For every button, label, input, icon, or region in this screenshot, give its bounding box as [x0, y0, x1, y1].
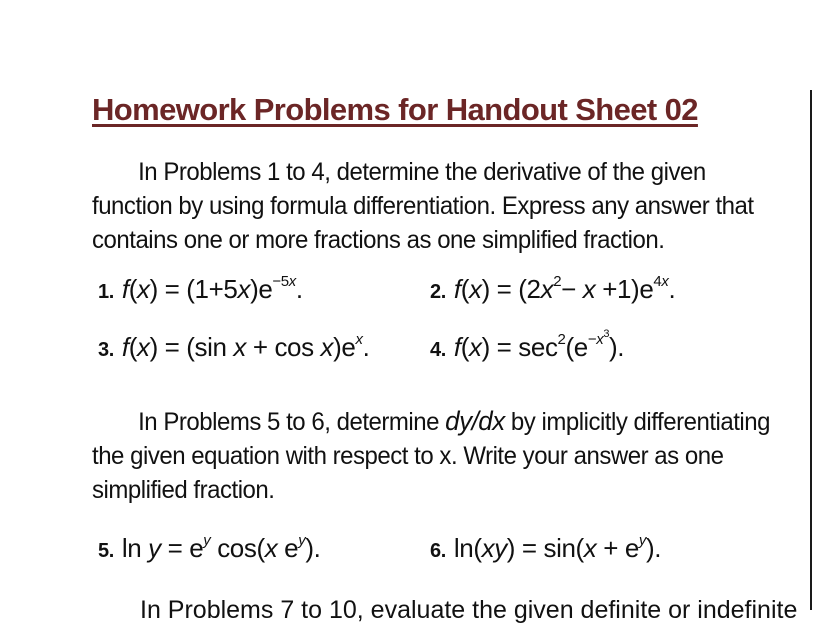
page-edge-divider	[810, 90, 812, 610]
problem-4	[430, 330, 624, 367]
problem-5-formula: $\ln y = e^y$ cos(x $e^y$).	[121, 532, 321, 563]
problem-6-formula: $\ln(xy) = \sin(x + e^y)$.	[453, 532, 662, 563]
problem-3-number: 3.	[98, 339, 114, 361]
problem-1-number: 1.	[98, 281, 114, 303]
instructions-paragraph-1	[92, 155, 776, 257]
problem-1	[98, 272, 303, 309]
problem-3	[98, 330, 369, 367]
instructions-2-text-before: In Problems 5 to 6, determine	[138, 408, 446, 436]
problem-6	[430, 531, 661, 568]
problem-2	[430, 272, 675, 309]
page-title: Homework Problems for Handout Sheet 02	[92, 92, 698, 127]
instructions-2-text-after: by implicitly differentiating the given equation with respect to x. Write your answer as one simplified fraction.	[92, 408, 771, 504]
problem-6-number: 6.	[430, 540, 446, 562]
problem-5	[98, 531, 320, 568]
problem-1-formula: $f(x) = (1+5x)e^{-5x}$.	[121, 273, 303, 304]
problem-3-formula: f(x) = (sin $x + \cos x)e^x$.	[121, 331, 370, 362]
problem-2-number: 2.	[430, 281, 446, 303]
problem-2-formula: $f(x) = (2x^2- x +1)e^{4x}$.	[453, 273, 676, 304]
instructions-2-derivative: dy/dx	[445, 406, 505, 436]
instructions-paragraph-2	[92, 404, 776, 507]
problem-4-number: 4.	[430, 339, 446, 361]
cutoff-next-paragraph: In Problems 7 to 10, evaluate the given definite or indefinite	[140, 596, 798, 624]
problem-4-formula: $f(x) = \sec^2(e^{-x^3})$.	[453, 328, 625, 362]
instructions-1-text: In Problems 1 to 4, determine the derivative of the given function by using formula differentiation. Express any answer that contains one or more fractions as one simplified fraction.	[92, 158, 754, 254]
problem-5-number: 5.	[98, 540, 114, 562]
